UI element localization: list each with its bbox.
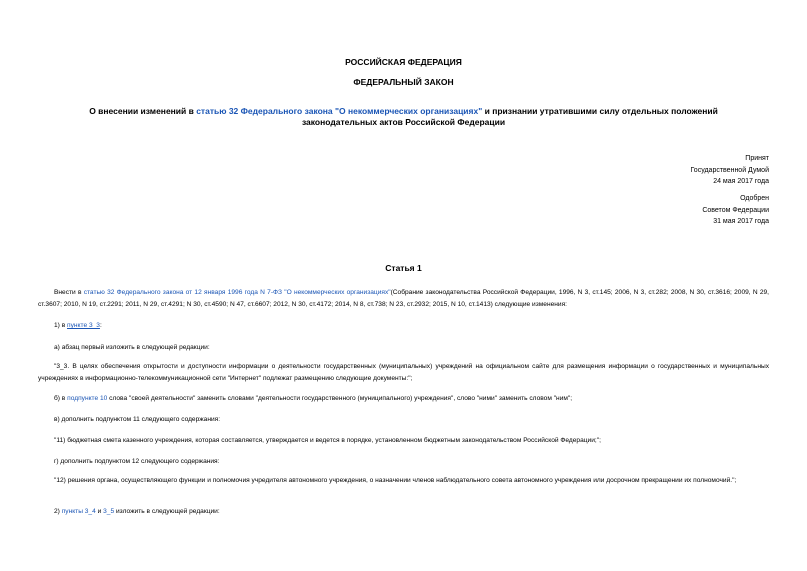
law-title-suffix: и признании утратившими силу отдельных положений законодательных актов Российской Федерации [301, 106, 718, 127]
law-title-link[interactable]: статью 32 Федерального закона "О некоммерческих организациях" [196, 106, 483, 116]
country-heading: РОССИЙСКАЯ ФЕДЕРАЦИЯ [345, 57, 462, 67]
intro-prefix: Внести в [54, 289, 84, 296]
item-2-link-2[interactable]: 3_5 [103, 508, 115, 515]
approved-body: Советом Федерации [702, 206, 769, 214]
approved-date: 31 мая 2017 года [713, 218, 769, 225]
item-1c: в) дополнить подпунктом 11 следующего содержания: [54, 416, 221, 423]
intro-link[interactable]: статью 32 Федерального закона от 12 января 1996 года N 7-ФЗ "О некоммерческих организациях" [83, 289, 391, 296]
item-2-link-1[interactable]: пункты 3_4 [61, 508, 96, 515]
accepted-block [690, 153, 769, 188]
quote-3: "12) решения органа, осуществляющего функции и полномочия учредителя автономного учреждения, о назначении членов наблюдательного совета автономного учреждения или досрочном прекращении их полномочий."; [54, 477, 737, 484]
approved-label: Одобрен [740, 195, 769, 202]
quote-1: "3_3. В целях обеспечения открытости и доступности информации о деятельности государственных (муниципальных) учреждений на официальном сайте для размещения информации о государственных и муниципальных учреждениях в информационно-телекоммуникационной сети "Интернет" подлежат размещению следующие документы:"; [38, 363, 769, 382]
item-2-suffix: изложить в следующей редакции: [114, 508, 220, 515]
approved-block [702, 193, 769, 228]
accepted-label: Принят [745, 155, 769, 162]
item-1-prefix: 1) в [54, 322, 68, 329]
item-1-suffix: : [99, 322, 102, 329]
article-title: Статья 1 [385, 263, 422, 273]
item-2-prefix: 2) [54, 508, 62, 515]
law-title-prefix: О внесении изменений в [89, 106, 197, 116]
intro-suffix: (Собрание законодательства Российской Федерации, 1996, N 3, ст.145; 2006, N 3, ст.282; 2008, N 30, ст.3616; 2009, N 29, ст.3607; 2010, N 19, ст.2291; 2011, N 29, ст.4291; N 30, ст.4590; N 47, ст.6607; 2012, N 30, ст.4172; 2014, N 8, ст.738; N 23, ст.2932; 2015, N 10, ст.1413) следующие изменения: [38, 289, 770, 308]
item-1b-prefix: б) в [54, 395, 68, 402]
law-type-heading: ФЕДЕРАЛЬНЫЙ ЗАКОН [353, 77, 454, 87]
item-1b-link[interactable]: подпункте 10 [67, 395, 108, 402]
item-1d: г) дополнить подпунктом 12 следующего содержания: [54, 458, 220, 465]
item-2 [38, 506, 769, 518]
article-intro [38, 287, 769, 311]
item-1a: а) абзац первый изложить в следующей редакции: [54, 344, 210, 351]
quote-2: "11) бюджетная смета казенного учреждения, которая составляется, утверждается и ведется в порядке, установленном бюджетным законодательством Российской Федерации;"; [54, 437, 601, 444]
item-1b [38, 393, 769, 405]
item-1-link[interactable]: пункте 3_3 [67, 322, 100, 329]
law-title [70, 106, 737, 128]
accepted-date: 24 мая 2017 года [713, 178, 769, 185]
item-1b-suffix: слова "своей деятельности" заменить словами "деятельности государственного (муниципального) учреждения", слово "ними" заменить словом "ним"; [107, 395, 573, 402]
accepted-body: Государственной Думой [690, 166, 769, 174]
item-2-mid: и [95, 508, 104, 515]
item-1 [38, 320, 769, 332]
